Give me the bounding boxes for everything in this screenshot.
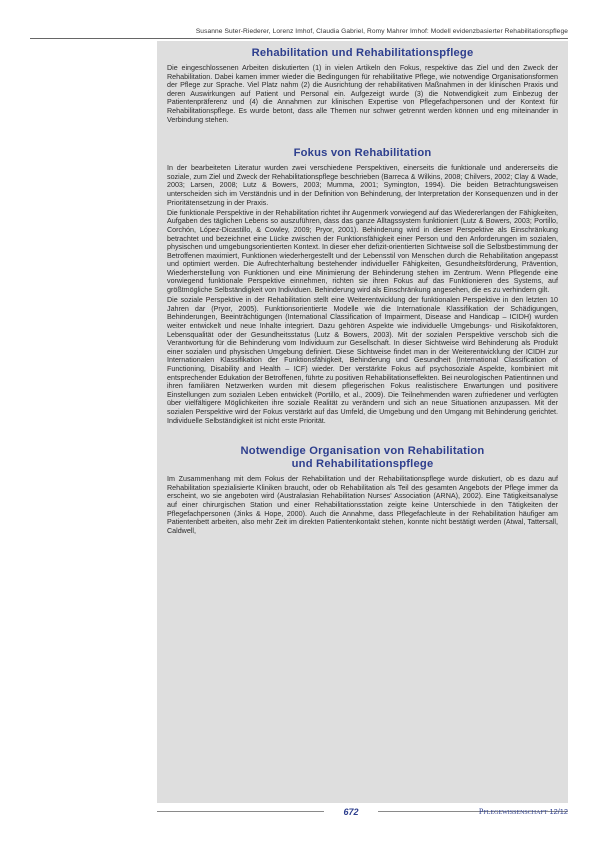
- section-rehabilitation: [167, 47, 558, 124]
- article-body: [167, 47, 558, 535]
- section-heading-line-2: und Rehabilitationspflege: [291, 458, 434, 471]
- journal-info: [479, 807, 568, 816]
- journal-name: Pflegewissenschaft: [478, 807, 548, 816]
- journal-issue: 12/12: [549, 807, 568, 816]
- section-fokus: [167, 147, 558, 425]
- paragraph: Die soziale Perspektive in der Rehabilitation stellt eine Weiterentwicklung der funktionalen Perspektive in den letzten 10 Jahren dar (Pryor, 2005). Funktionsorientierte Modelle wie die Internationale Klassifikation der Schädigungen, Behinderungen, Beeinträchtigungen (International Classification of Impairment, Disease and Handicap – ICIDH) wurden weiter entwickelt und neue Inhalte integriert. Dazu gehören Aspekte wie individuelle Umgebungs- und Risikofaktoren, Lebensqualität oder der Gesundheitsstatus (Lutz & Bowers, 2003). Mit der sozialen Perspektive verschob sich die Verantwortung für die Behinderung vom Individuum zur Gesellschaft. In dieser Sichtweise wird Behinderung als Produkt einer sozialen und physischen Umgebung definiert. Diese Sichtweise findet man in der Weiterentwicklung der ICIDH zur Internationalen Klassifikation der Funktionsfähigkeit, Behinderung und Gesundheit (International Classification of Functioning, Disability and Health – ICF) wieder. Der verstärkte Fokus auf psychosoziale Aspekte, kombiniert mit entsprechender Edukation der Betroffenen, führte zu positiven Rehabilitationseffekten. Bei neurologischen Patientinnen und ihren familiären Netzwerken wurden mit diesem pflegerischen Fokus realistischere Erwartungen und positivere Einstellungen zum sozialen Leben entwickelt (Portillo, et al., 2009). Die Teilnehmenden waren zufriedener und verfügten über vielfältigere Möglichkeiten ihre soziale Realität zu verändern und sich an neue Situationen anzupassen. Mit der sozialen Perspektive wird der Fokus verstärkt auf das Umfeld, die Umgebung und den Umgang mit Behinderung gerichtet. Individuelle Selbständigkeit ist nicht erste Priorität.: [167, 296, 558, 425]
- running-header: Susanne Suter-Riederer, Lorenz Imhof, Claudia Gabriel, Romy Mahrer Imhof: Modell evidenzbasierter Rehabilitationspflege: [195, 28, 568, 35]
- paragraph: Die eingeschlossenen Arbeiten diskutierten (1) in vielen Artikeln den Fokus, respektive das Ziel und den Zweck der Rehabilitation. Dabei kamen immer wieder die Bedingungen für rehabilitative Pflege, wie notwendige Organisationsformen der Pflege zur Sprache. Viel Platz nahm (2) die Ausrichtung der rehabilitativen Maßnahmen in der klinischen Praxis und deren Auswirkungen auf Patient und Personal ein. Aufgezeigt wurde (3) die Notwendigkeit zum Einbezug der Patientenpräferenz und (4) die Annahmen zur klinischen Expertise von Pflegefachpersonen und der Kontext für Rehabilitationspflege. Es wurde betont, dass alle Themen nur schwer getrennt werden können und eng miteinander in Verbindung stehen.: [167, 64, 558, 124]
- header-rule: [30, 38, 568, 39]
- section-organisation: [167, 445, 558, 535]
- section-heading: Rehabilitation und Rehabilitationspflege: [251, 47, 474, 59]
- page-number: 672: [324, 806, 378, 818]
- paragraph: Die funktionale Perspektive in der Rehabilitation richtet ihr Augenmerk vorwiegend auf das Wiedererlangen der Fähigkeiten, Aufgaben des täglichen Lebens so auszuführen, dass das ganze Alltagssystem funktioniert (Lutz & Bowers, 2003; Portillo, Corchón, López-Dicastillo, & Cowley, 2009; Pryor, 2001). Behinderung wird in dieser Perspektive als Einschränkung betrachtet und bezeichnet eine Lücke zwischen der Funktionsfähigkeit einer Person und den Anforderungen im sozialen, physischen und umgebungsorientierten Kontext. In dieser eher defizit-orientierten Sichtweise soll die Selbstbestimmung der Betroffenen maximiert, Funktionen wiederhergestellt und der Lebensstil von Menschen durch die Rehabilitation angepasst und optimiert werden. Die Aufrechterhaltung bestehender individueller Fähigkeiten, Gesundheitsförderung, Prävention, Wiederherstellung von Funktionen und eine Minimierung der Behinderung stehen im Zentrum. Wenn Pflegende eine vorwiegend funktionale Perspektive einnehmen, richten sie ihren Fokus auf das Funktionieren des Systems, auf größtmögliche Selbständigkeit von Individuen. Behinderung wird als Einschränkung angesehen, die es zu verhindern gilt.: [167, 208, 558, 295]
- paragraph: Im Zusammenhang mit dem Fokus der Rehabilitation und der Rehabilitationspflege wurde diskutiert, ob es dazu auf Rehabilitation spezialisierte Kliniken braucht, oder ob Rehabilitation als Teil des gesamten Angebots der Pflege immer da erscheint, wo sie angeboten wird (Australasian Rehabilitation Nurses' Association (ARNA), 2002). Eine Tätigkeitsanalyse auf einer chirurgischen Station und einer Rehabilitationsstation zeigte keine Unterschiede in den Tätigkeiten der Pflegefachpersonen (Jinks & Hope, 2000). Auch die Annahme, dass Pflegefachleute in der Rehabilitation häufiger am Patientenbett arbeiten, also mehr Zeit im direkten Patientenkontakt stehen, konnte nicht bestätigt werden (Atwal, Tattersall, Caldwell,: [167, 475, 558, 535]
- section-heading: Fokus von Rehabilitation: [293, 147, 432, 160]
- section-heading-line-1: Notwendige Organisation von Rehabilitation: [240, 445, 485, 458]
- paragraph: In der bearbeiteten Literatur wurden zwei verschiedene Perspektiven, einerseits die funktionale und andererseits die soziale, zum Ziel und Zweck der Rehabilitationspflege beschrieben (Barreca & Wilkins, 2008; Chilvers, 2002; Clay & Wade, 2003; Larsen, 2008; Lutz & Bowers, 2003; Mumma, 2001; Symington, 1994). Die beiden Betrachtungsweisen unterscheiden sich im Verständnis und in der Definition von Behinderung, der Interpretation der Konsequenzen und in der Prioritätensetzung in der Praxis.: [167, 164, 558, 207]
